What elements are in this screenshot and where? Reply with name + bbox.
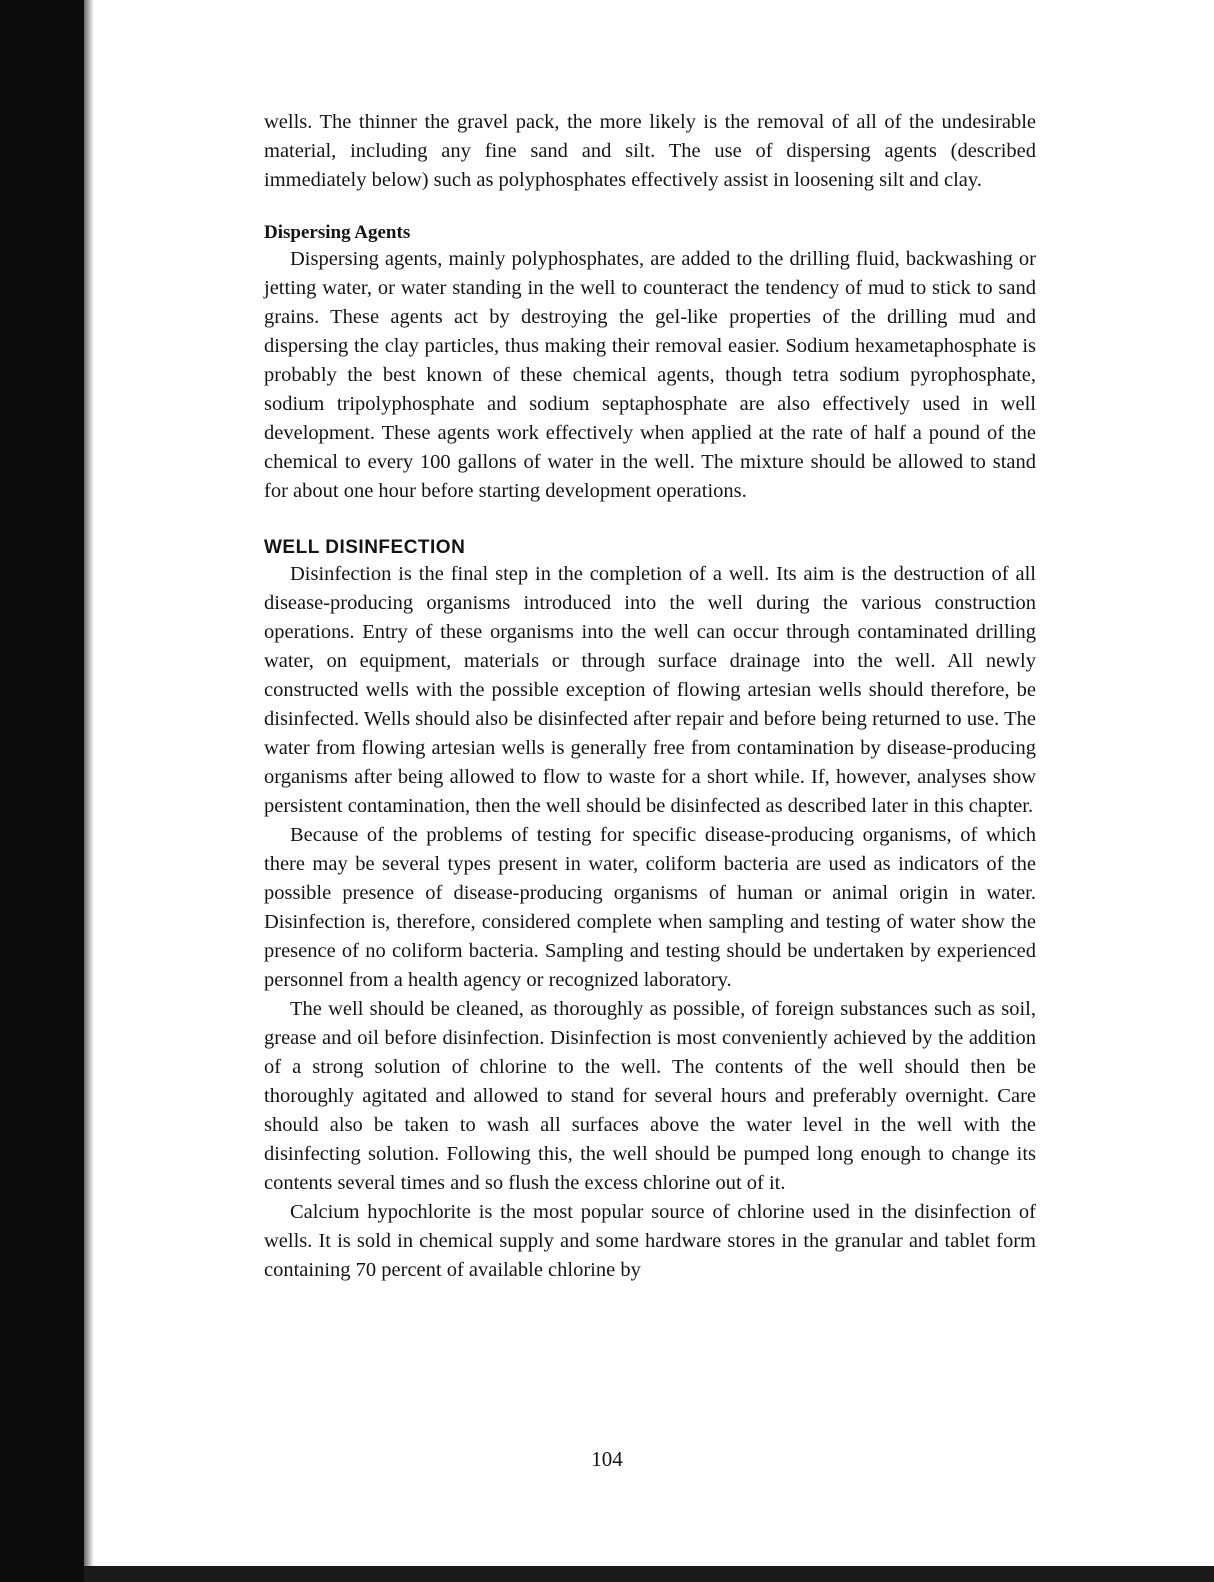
section-heading-well-disinfection: WELL DISINFECTION [264,537,466,558]
paragraph-disinfection-4: Calcium hypochlorite is the most popular source of chlorine used in the disinfection of wells. It is sold in chemical supply and some hardware stores in the granular and tablet form containing 70 percent of available chlorine by [264,1201,1036,1281]
scan-binding-shadow [84,0,94,1582]
paragraph-disinfection-2: Because of the problems of testing for specific disease-producing organisms, of which there may be several types present in water, coliform bacteria are used as indicators of the possible presence of disease-producing organisms of human or animal origin in water. Disinfection is, therefore, considered complete when sampling and testing of water show the presence of no coliform bacteria. Sampling and testing should be undertaken by experienced personnel from a health agency or recognized laboratory. [264,824,1036,991]
section-heading-dispersing-agents: Dispersing Agents [264,222,411,243]
scan-binding-edge [0,0,84,1582]
document-page [264,108,1036,1458]
page-number: 104 [591,1447,623,1471]
paragraph-intro: wells. The thinner the gravel pack, the more likely is the removal of all of the undesirable material, including any fine sand and silt. The use of dispersing agents (described immediately below) such as polyphosphates effectively assist in loosening silt and clay. [264,111,1036,191]
scan-bottom-edge [84,1566,1214,1582]
paragraph-disinfection-1: Disinfection is the final step in the completion of a well. Its aim is the destruction of all disease-producing organisms introduced into the well during the various construction operations. Entry of these organisms into the well can occur through contaminated drilling water, on equipment, materials or through surface drainage into the well. All newly constructed wells with the possible exception of flowing artesian wells should therefore, be disinfected. Wells should also be disinfected after repair and before being returned to use. The water from flowing artesian wells is generally free from contamination by disease-producing organisms after being allowed to flow to waste for a short while. If, however, analyses show persistent contamination, then the well should be disinfected as described later in this chapter. [264,563,1036,817]
paragraph-dispersing-agents: Dispersing agents, mainly polyphosphates, are added to the drilling fluid, backwashing or jetting water, or water standing in the well to counteract the tendency of mud to stick to sand grains. These agents act by destroying the gel-like properties of the drilling mud and dispersing the clay particles, thus making their removal easier. Sodium hexametaphosphate is probably the best known of these chemical agents, though tetra sodium pyrophosphate, sodium tripolyphosphate and sodium septaphosphate are also effectively used in well development. These agents work effectively when applied at the rate of half a pound of the chemical to every 100 gallons of water in the well. The mixture should be allowed to stand for about one hour before starting development operations. [264,248,1036,502]
paragraph-disinfection-3: The well should be cleaned, as thoroughly as possible, of foreign substances such as soil, grease and oil before disinfection. Disinfection is most conveniently achieved by the addition of a strong solution of chlorine to the well. The contents of the well should then be thoroughly agitated and allowed to stand for several hours and preferably overnight. Care should also be taken to wash all surfaces above the water level in the well with the disinfecting solution. Following this, the well should be pumped long enough to change its contents several times and so flush the excess chlorine out of it. [264,998,1036,1194]
